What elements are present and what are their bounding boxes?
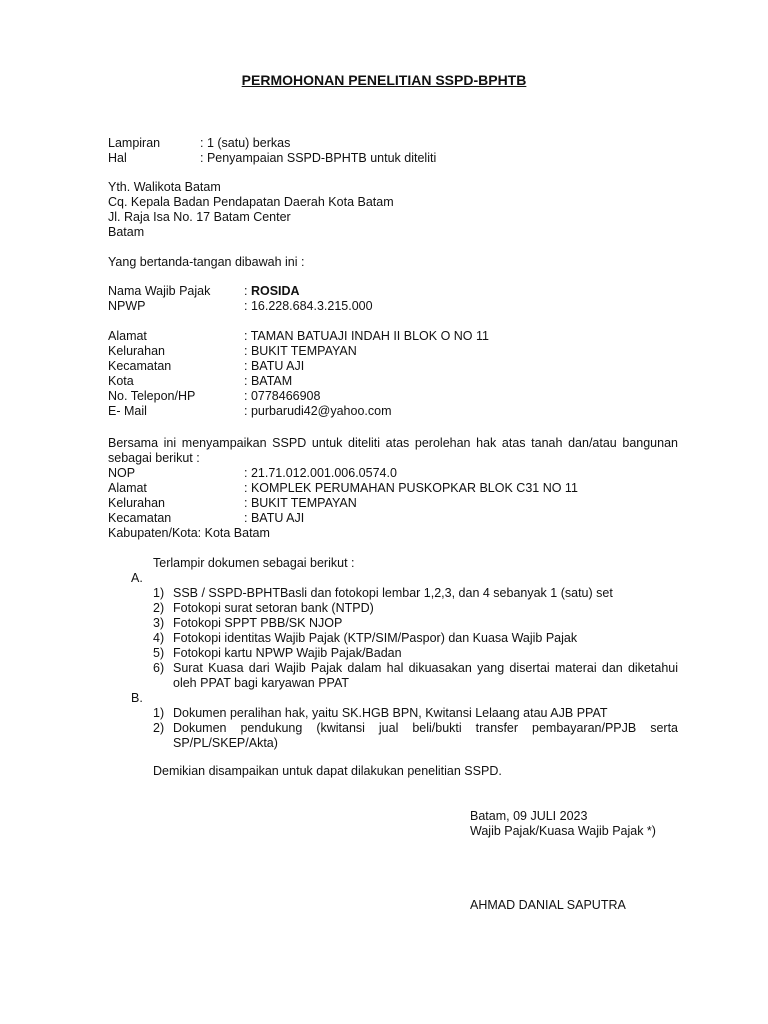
- item-text: Surat Kuasa dari Wajib Pajak dalam hal dikuasakan yang disertai materai dan diketahui oleh PPAT bagi karyawan PPAT: [173, 661, 678, 690]
- item-number: 6): [153, 661, 165, 675]
- kabupaten-line: Kabupaten/Kota: Kota Batam: [108, 526, 270, 540]
- field-value: : TAMAN BATUAJI INDAH II BLOK O NO 11: [244, 329, 489, 343]
- item-text: Dokumen pendukung (kwitansi jual beli/bukti transfer pembayaran/PPJB serta SP/PL/SKEP/Akta): [173, 721, 678, 750]
- field-value: : BATU AJI: [244, 359, 305, 373]
- field-label: No. Telepon/HP: [108, 389, 196, 403]
- npwp-row: [108, 299, 678, 314]
- item-text: Dokumen peralihan hak, yaitu SK.HGB BPN, Kwitansi Lelaang atau AJB PPAT: [173, 706, 608, 720]
- property-row: [108, 481, 678, 496]
- lampiran-label: Lampiran: [108, 136, 161, 150]
- item-text: Fotokopi surat setoran bank (NTPD): [173, 601, 374, 615]
- recipient-line: Yth. Walikota Batam: [108, 180, 221, 194]
- field-label: Kecamatan: [108, 359, 172, 373]
- address-row: [108, 359, 678, 374]
- field-label: Kota: [108, 374, 134, 388]
- list-item: [108, 706, 678, 721]
- field-value: : 0778466908: [244, 389, 321, 403]
- field-value: : purbarudi42@yahoo.com: [244, 404, 392, 418]
- address-row: [108, 404, 678, 419]
- item-text: Fotokopi kartu NPWP Wajib Pajak/Badan: [173, 646, 402, 660]
- address-row: [108, 374, 678, 389]
- property-intro: Bersama ini menyampaikan SSPD untuk diteliti atas perolehan hak atas tanah dan/atau bangunan sebagai berikut :: [108, 436, 678, 465]
- field-label: NOP: [108, 466, 136, 480]
- address-row: [108, 344, 678, 359]
- list-item: [108, 631, 678, 646]
- list-item: [108, 661, 678, 691]
- hal-value: : Penyampaian SSPD-BPHTB untuk diteliti: [200, 151, 437, 165]
- document-title: PERMOHONAN PENELITIAN SSPD-BPHTB: [241, 72, 527, 88]
- npwp-value: : 16.228.684.3.215.000: [244, 299, 373, 313]
- address-row: [108, 389, 678, 404]
- hal-label: Hal: [108, 151, 127, 165]
- group-b-label: B.: [131, 691, 143, 705]
- list-item: [108, 616, 678, 631]
- signer-name: AHMAD DANIAL SAPUTRA: [470, 898, 626, 912]
- property-row: [108, 466, 678, 481]
- item-text: SSB / SSPD-BPHTBasli dan fotokopi lembar 1,2,3, dan 4 sebanyak 1 (satu) set: [173, 586, 613, 600]
- name-row: [108, 284, 678, 299]
- name-colon: :: [244, 284, 251, 298]
- lampiran-value: : 1 (satu) berkas: [200, 136, 291, 150]
- field-label: Kelurahan: [108, 344, 165, 358]
- intro-text: Yang bertanda-tangan dibawah ini :: [108, 255, 305, 269]
- item-number: 5): [153, 646, 165, 660]
- item-text: Fotokopi identitas Wajib Pajak (KTP/SIM/Paspor) dan Kuasa Wajib Pajak: [173, 631, 578, 645]
- address-row: [108, 329, 678, 344]
- field-value: : KOMPLEK PERUMAHAN PUSKOPKAR BLOK C31 NO 11: [244, 481, 578, 495]
- place-date: Batam, 09 JULI 2023: [470, 809, 588, 823]
- item-number: 4): [153, 631, 165, 645]
- field-value: : BATAM: [244, 374, 293, 388]
- taxpayer-block: [108, 284, 678, 314]
- item-text: Fotokopi SPPT PBB/SK NJOP: [173, 616, 343, 630]
- npwp-label: NPWP: [108, 299, 146, 313]
- field-label: E- Mail: [108, 404, 147, 418]
- list-item: [108, 586, 678, 601]
- signer-role: Wajib Pajak/Kuasa Wajib Pajak *): [470, 824, 656, 838]
- field-label: Alamat: [108, 329, 147, 343]
- property-row: [108, 496, 678, 511]
- recipient-line: Cq. Kepala Badan Pendapatan Daerah Kota Batam: [108, 195, 394, 209]
- item-number: 2): [153, 721, 165, 735]
- item-number: 1): [153, 706, 165, 720]
- address-block: [108, 329, 678, 419]
- list-item: [108, 721, 678, 751]
- name-label: Nama Wajib Pajak: [108, 284, 211, 298]
- hal-row: [108, 151, 678, 166]
- recipient-block: [108, 180, 678, 240]
- field-value: : BATU AJI: [244, 511, 305, 525]
- list-item: [108, 646, 678, 661]
- group-a-label: A.: [131, 571, 143, 585]
- field-label: Kecamatan: [108, 511, 172, 525]
- item-number: 1): [153, 586, 165, 600]
- letter-header: [108, 136, 678, 166]
- attachments-heading: Terlampir dokumen sebagai berikut :: [153, 556, 355, 570]
- attachments-list: [108, 556, 678, 751]
- item-number: 2): [153, 601, 165, 615]
- signature-block: [470, 809, 656, 839]
- property-block: [108, 466, 678, 541]
- list-item: [108, 601, 678, 616]
- field-label: Kelurahan: [108, 496, 165, 510]
- field-value: : BUKIT TEMPAYAN: [244, 496, 357, 510]
- property-row: [108, 511, 678, 526]
- lampiran-row: [108, 136, 678, 151]
- item-number: 3): [153, 616, 165, 630]
- recipient-line: Jl. Raja Isa No. 17 Batam Center: [108, 210, 291, 224]
- field-value: : BUKIT TEMPAYAN: [244, 344, 357, 358]
- field-value: : 21.71.012.001.006.0574.0: [244, 466, 397, 480]
- recipient-line: Batam: [108, 225, 145, 239]
- closing-text: Demikian disampaikan untuk dapat dilakukan penelitian SSPD.: [153, 764, 502, 778]
- name-value: ROSIDA: [250, 284, 300, 298]
- field-label: Alamat: [108, 481, 147, 495]
